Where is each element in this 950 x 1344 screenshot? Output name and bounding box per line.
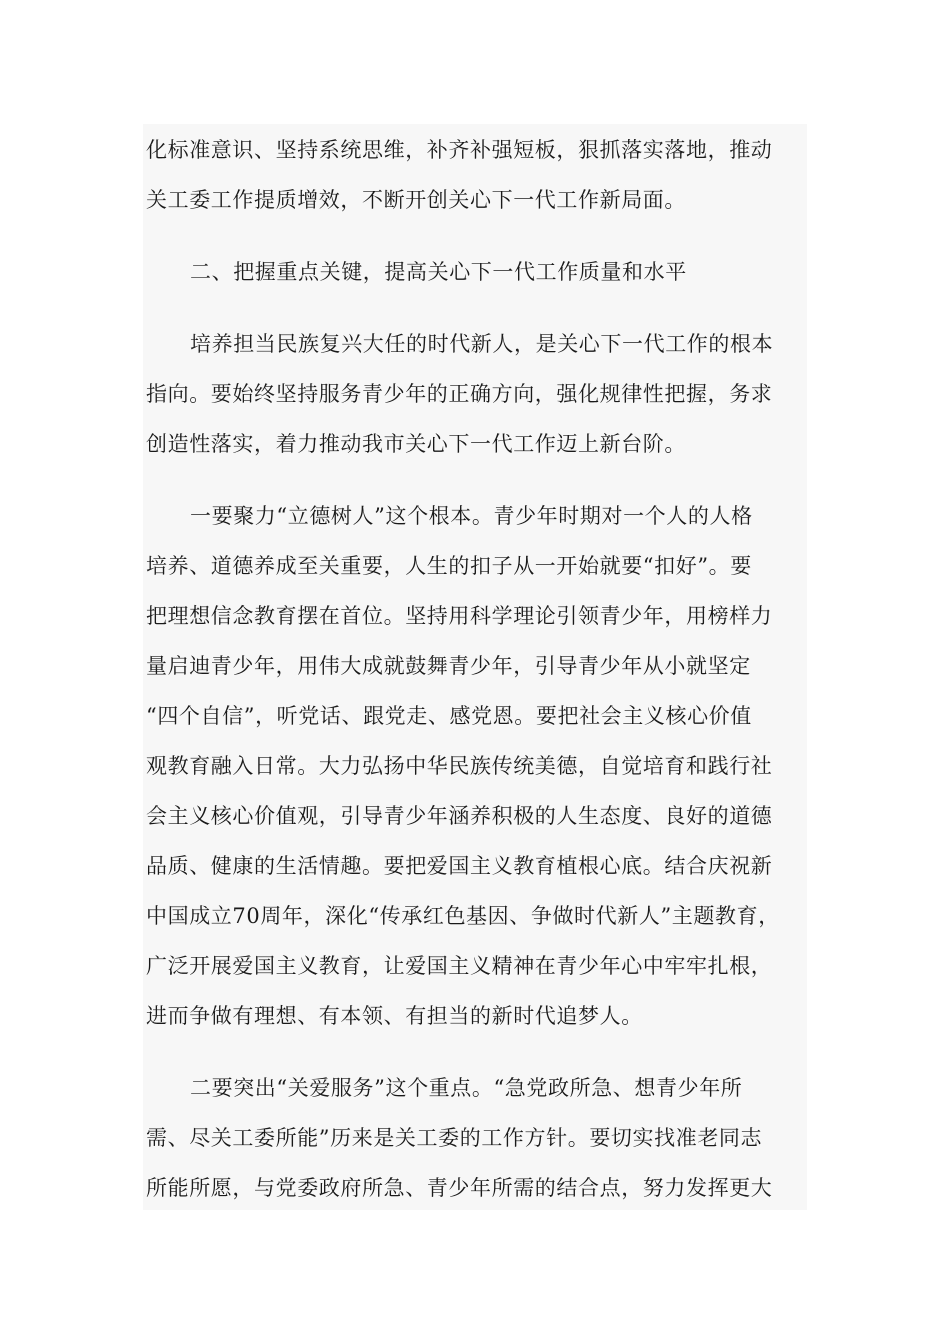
text-line: 会主义核心价值观，引导青少年涵养积极的人生态度、良好的道德	[146, 804, 773, 828]
text-line: 培养担当民族复兴大任的时代新人，是关心下一代工作的根本	[190, 332, 774, 356]
section-heading: 二、把握重点关键，提高关心下一代工作质量和水平	[190, 260, 687, 284]
text-line: 化标准意识、坚持系统思维，补齐补强短板，狠抓落实落地，推动	[146, 138, 773, 162]
text-line: 把理想信念教育摆在首位。坚持用科学理论引领青少年，用榜样力	[146, 604, 773, 628]
text-line: 量启迪青少年，用伟大成就鼓舞青少年，引导青少年从小就坚定	[146, 654, 751, 678]
text-line: 需、尽关工委所能”历来是关工委的工作方针。要切实找准老同志	[146, 1126, 763, 1150]
text-line: “四个自信”，听党话、跟党走、感党恩。要把社会主义核心价值	[146, 704, 752, 728]
text-line: 所能所愿，与党委政府所急、青少年所需的结合点，努力发挥更大	[146, 1176, 773, 1200]
text-line: 指向。要始终坚持服务青少年的正确方向，强化规律性把握，务求	[146, 382, 773, 406]
text-line: 一要聚力“立德树人”这个根本。青少年时期对一个人的人格	[190, 504, 753, 528]
text-line: 进而争做有理想、有本领、有担当的新时代追梦人。	[146, 1004, 643, 1028]
text-line: 品质、健康的生活情趣。要把爱国主义教育植根心底。结合庆祝新	[146, 854, 773, 878]
text-line: 关工委工作提质增效，不断开创关心下一代工作新局面。	[146, 188, 686, 212]
text-line: 观教育融入日常。大力弘扬中华民族传统美德，自觉培育和践行社	[146, 754, 773, 778]
text-line: 二要突出“关爱服务”这个重点。“急党政所急、想青少年所	[190, 1076, 743, 1100]
text-line: 中国成立70周年，深化“传承红色基因、争做时代新人”主题教育，	[146, 904, 780, 928]
text-line: 培养、道德养成至关重要，人生的扣子从一开始就要“扣好”。要	[146, 554, 752, 578]
text-line: 广泛开展爱国主义教育，让爱国主义精神在青少年心中牢牢扎根，	[146, 954, 773, 978]
text-line: 创造性落实，着力推动我市关心下一代工作迈上新台阶。	[146, 432, 686, 456]
